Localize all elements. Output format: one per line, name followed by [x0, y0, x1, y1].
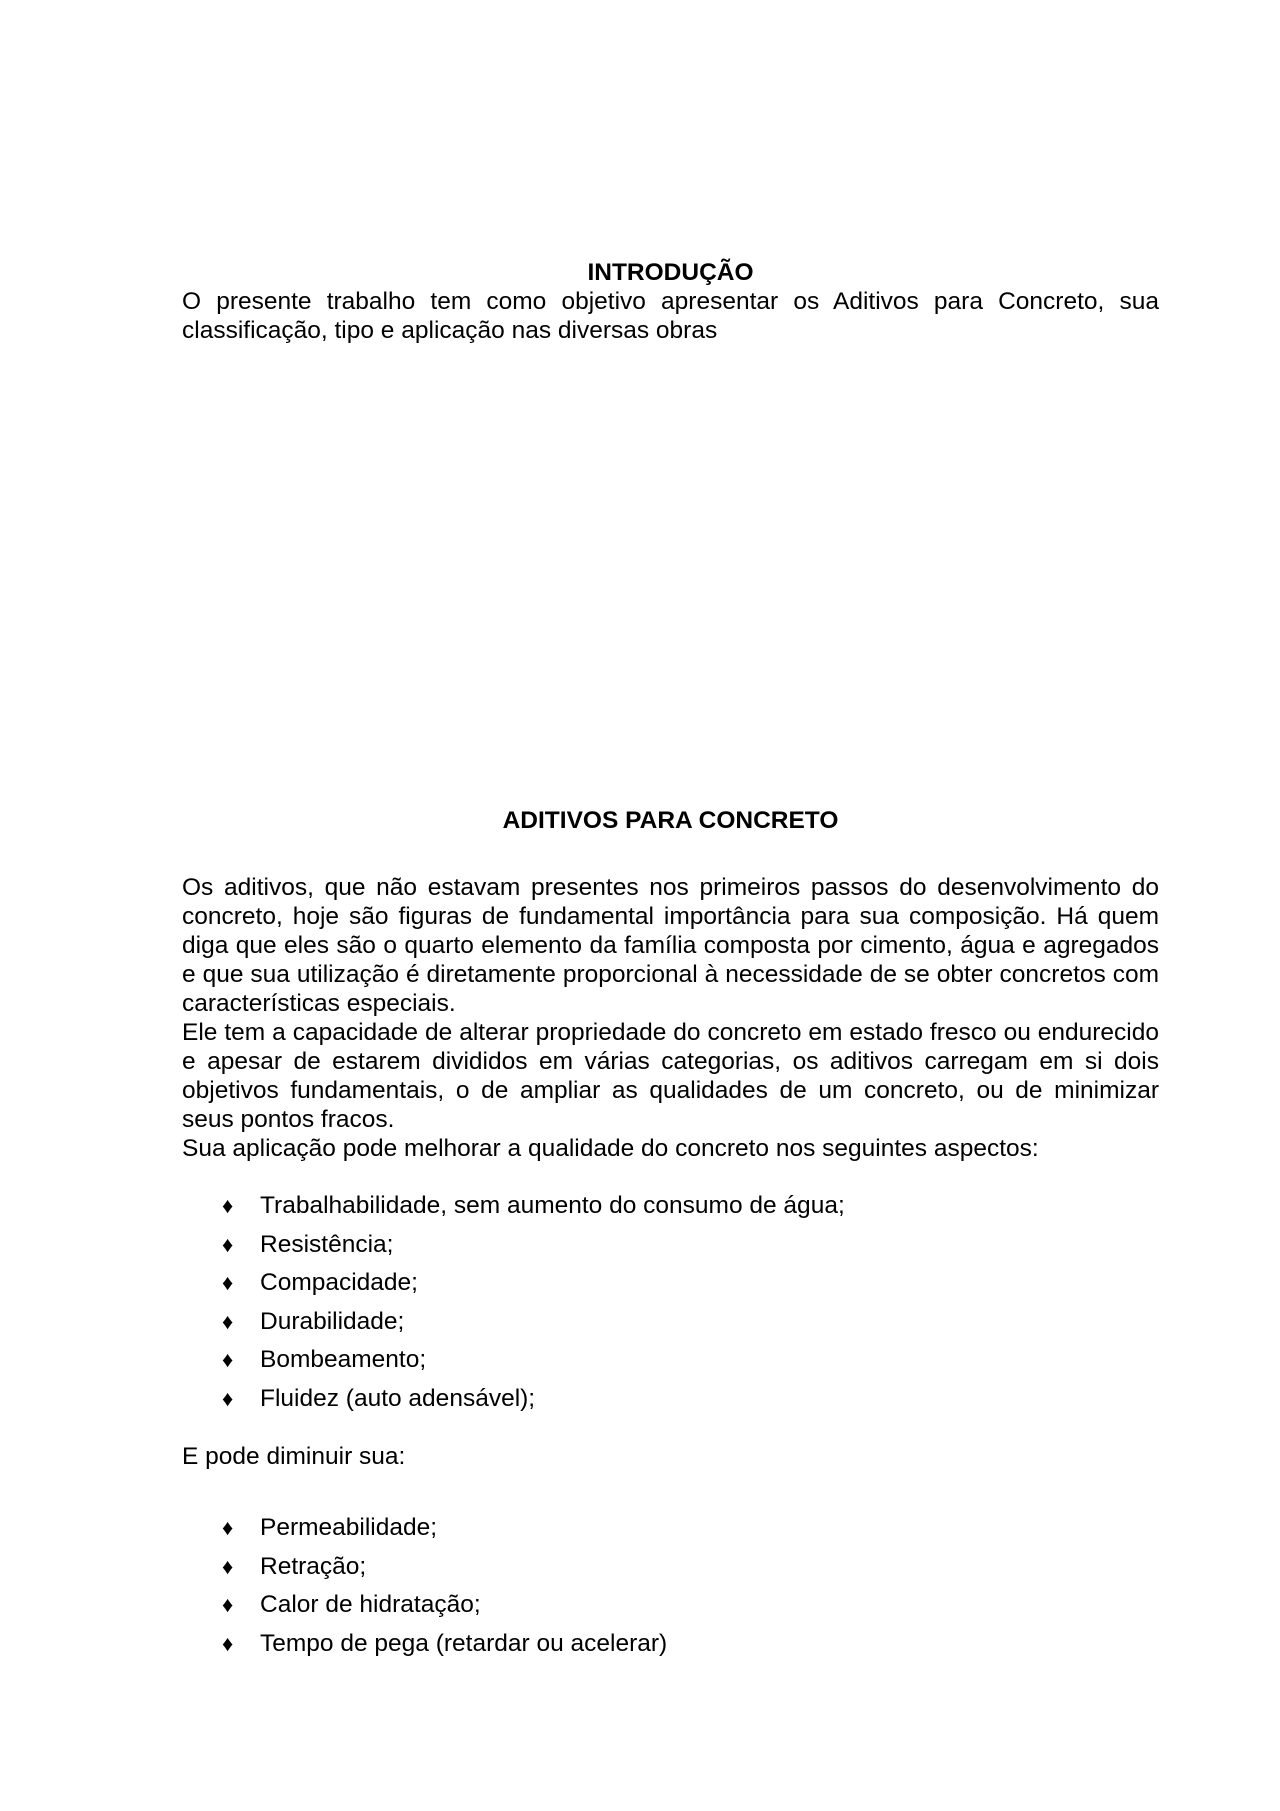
list-item-label: Compacidade; — [260, 1269, 418, 1296]
list-item-label: Calor de hidratação; — [260, 1591, 481, 1618]
diamond-bullet-icon: ♦ — [222, 1193, 234, 1218]
list-item-label: Durabilidade; — [260, 1307, 405, 1335]
diamond-bullet-icon: ♦ — [222, 1515, 234, 1540]
list-item — [182, 1187, 1159, 1226]
reduce-intro: E pode diminuir sua: — [182, 1443, 406, 1470]
intro-title: INTRODUÇÃO — [587, 259, 754, 286]
spacer — [182, 835, 1159, 873]
list-item — [182, 1548, 1159, 1587]
improve-list — [182, 1187, 1159, 1418]
list-item — [182, 1303, 1159, 1342]
section-paragraph-1: Os aditivos, que não estavam presentes nos primeiros passos do desenvolvimento do concreto, hoje são figuras de fundamental importância para sua composição. Há quem diga que eles são o quarto elemento da família composta por cimento, água e agregados e que sua utilização é diretamente proporcional à necessidade de se obter concretos com características especiais. — [182, 874, 1159, 1017]
list-item — [182, 1341, 1159, 1380]
reduce-list — [182, 1509, 1159, 1663]
diamond-bullet-icon: ♦ — [222, 1592, 234, 1617]
list-item — [182, 1226, 1159, 1265]
diamond-bullet-icon: ♦ — [222, 1231, 234, 1257]
list-item — [182, 1380, 1159, 1419]
list-item-label: Retração; — [260, 1552, 367, 1580]
list-item — [182, 1509, 1159, 1548]
diamond-bullet-icon: ♦ — [222, 1553, 234, 1579]
list-item-label: Resistência; — [260, 1230, 394, 1258]
diamond-bullet-icon: ♦ — [222, 1308, 234, 1334]
diamond-bullet-icon: ♦ — [222, 1270, 234, 1295]
intro-section — [182, 258, 1159, 345]
list-item-label: Tempo de pega (retardar ou acelerar) — [260, 1629, 668, 1657]
diamond-bullet-icon: ♦ — [222, 1630, 234, 1656]
list-item — [182, 1625, 1159, 1664]
list-item-label: Fluidez (auto adensável); — [260, 1384, 536, 1412]
intro-paragraph: O presente trabalho tem como objetivo apresentar os Aditivos para Concreto, sua classificação, tipo e aplicação nas diversas obras — [182, 288, 1159, 344]
section-paragraph-3: Sua aplicação pode melhorar a qualidade do concreto nos seguintes aspectos: — [182, 1135, 1039, 1162]
list-item — [182, 1264, 1159, 1303]
diamond-bullet-icon: ♦ — [222, 1385, 234, 1411]
section-paragraph-2: Ele tem a capacidade de alterar propriedade do concreto em estado fresco ou endurecido e apesar de estarem divididos em várias categorias, os aditivos carregam em si dois objetivos fundamentais, o de ampliar as qualidades de um concreto, ou de minimizar seus pontos fracos. — [182, 1019, 1159, 1133]
diamond-bullet-icon: ♦ — [222, 1347, 234, 1372]
spacer — [182, 1471, 1159, 1509]
spacer — [182, 1418, 1159, 1442]
list-item-label: Trabalhabilidade, sem aumento do consumo de água; — [260, 1192, 845, 1219]
list-item-label: Bombeamento; — [260, 1346, 427, 1373]
list-item — [182, 1586, 1159, 1625]
additives-section — [182, 806, 1159, 1663]
spacer — [182, 1163, 1159, 1187]
section-title: ADITIVOS PARA CONCRETO — [502, 807, 839, 834]
list-item-label: Permeabilidade; — [260, 1514, 438, 1541]
